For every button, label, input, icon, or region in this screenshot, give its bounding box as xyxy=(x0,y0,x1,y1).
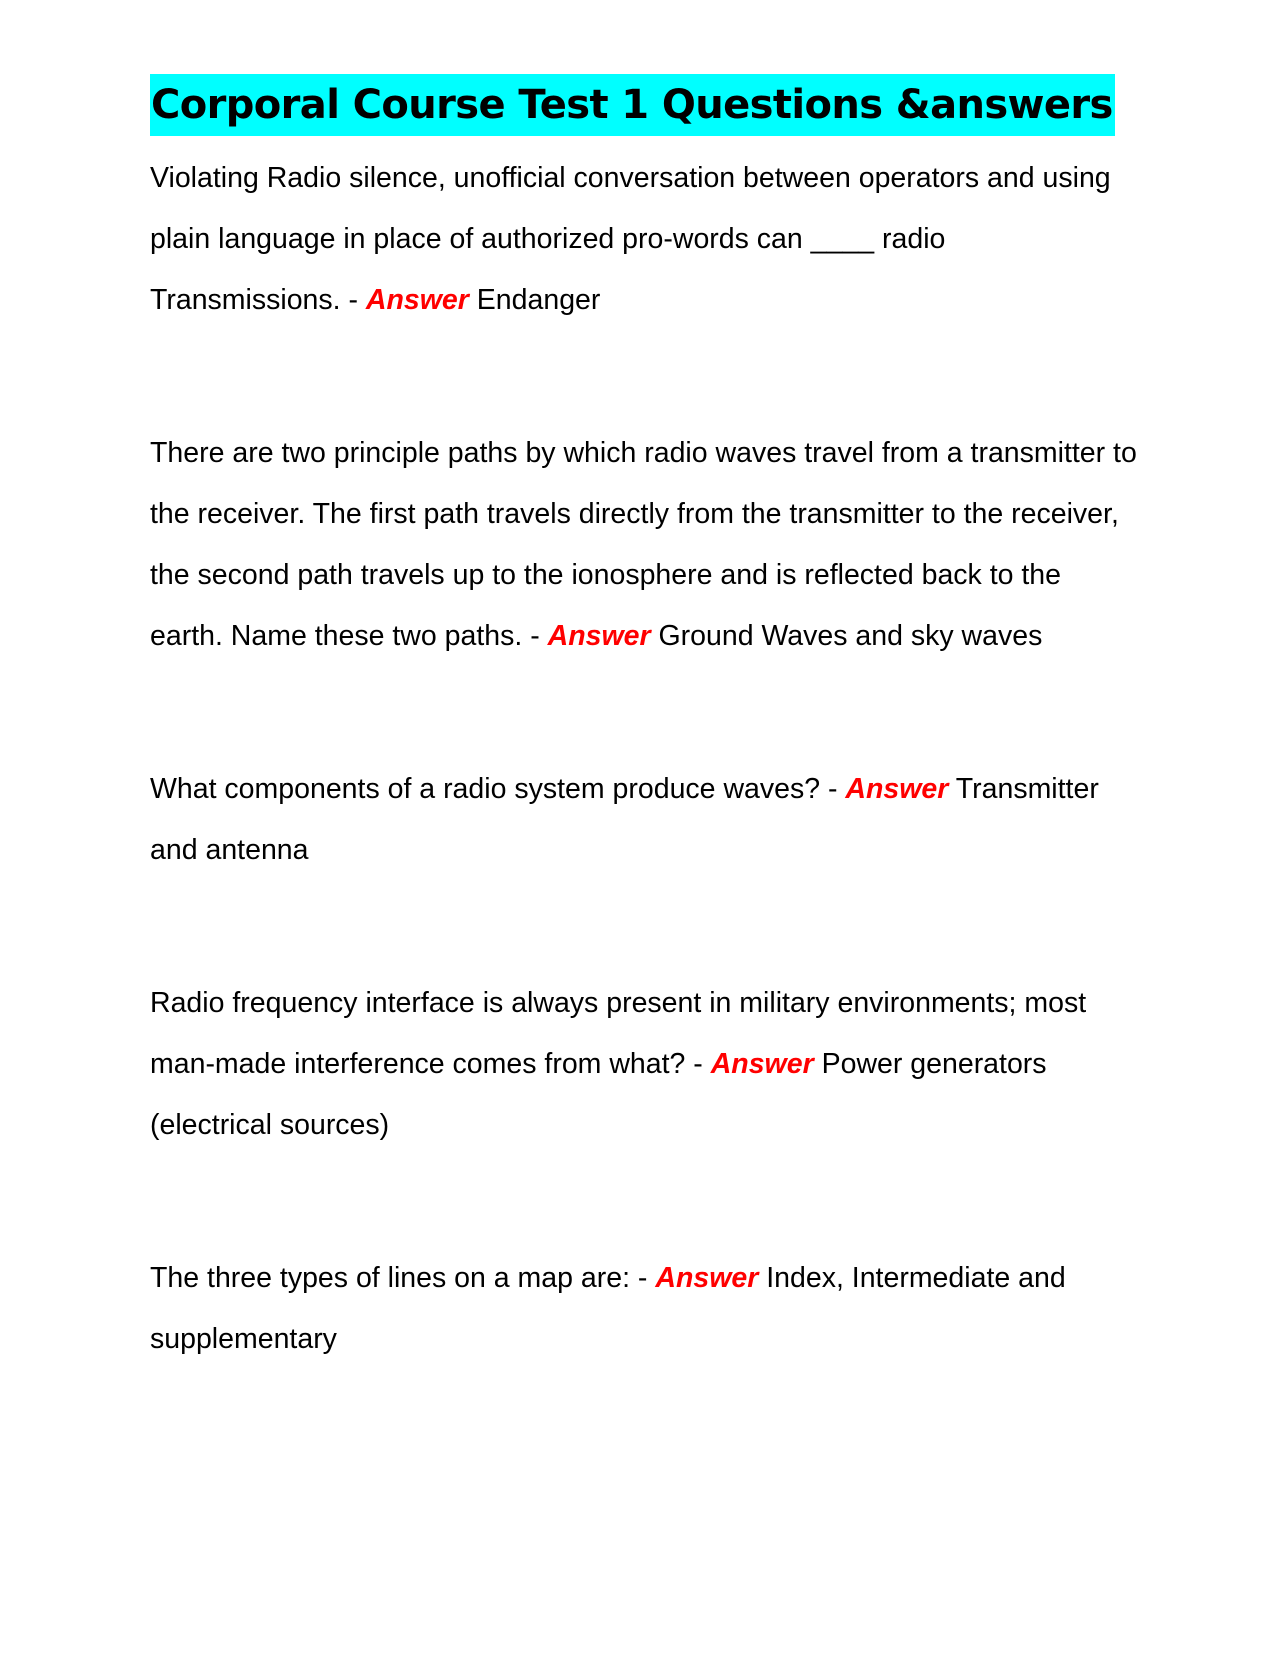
question-text: The three types of lines on a map are: - xyxy=(150,1262,656,1294)
question-text: Violating Radio silence, unofficial conversation between operators and using plain language in place of authorized pro-words can ____ radio Transmissions. - xyxy=(150,162,1111,316)
question-text: What components of a radio system produce waves? - xyxy=(150,773,846,805)
qa-item-4 xyxy=(150,973,1140,1156)
answer-label: Answer xyxy=(365,284,469,316)
answer-label: Answer xyxy=(655,1262,759,1294)
question-text: There are two principle paths by which radio waves travel from a transmitter to the receiver. The first path travels directly from the transmitter to the receiver, the second path travels up to the ionosphere and is reflected back to the earth. Name these two paths. - xyxy=(150,437,1137,652)
document-page xyxy=(150,70,1140,1370)
answer-text: Ground Waves and sky waves xyxy=(650,620,1043,652)
answer-label: Answer xyxy=(710,1048,814,1080)
answer-label: Answer xyxy=(547,620,651,652)
answer-text: Power generators (electrical sources) xyxy=(150,1048,1047,1141)
answer-text: Transmitter and antenna xyxy=(150,773,1099,866)
document-title: Corporal Course Test 1 Questions &answers xyxy=(150,74,1115,136)
answer-text: Endanger xyxy=(468,284,601,316)
qa-item-2 xyxy=(150,423,1140,667)
qa-item-3 xyxy=(150,759,1140,881)
question-text: Radio frequency interface is always present in military environments; most man-made interference comes from what? - xyxy=(150,987,1087,1080)
answer-label: Answer xyxy=(845,773,949,805)
answer-text: Index, Intermediate and supplementary xyxy=(150,1262,1066,1355)
qa-item-1 xyxy=(150,148,1140,331)
qa-item-5 xyxy=(150,1248,1140,1370)
